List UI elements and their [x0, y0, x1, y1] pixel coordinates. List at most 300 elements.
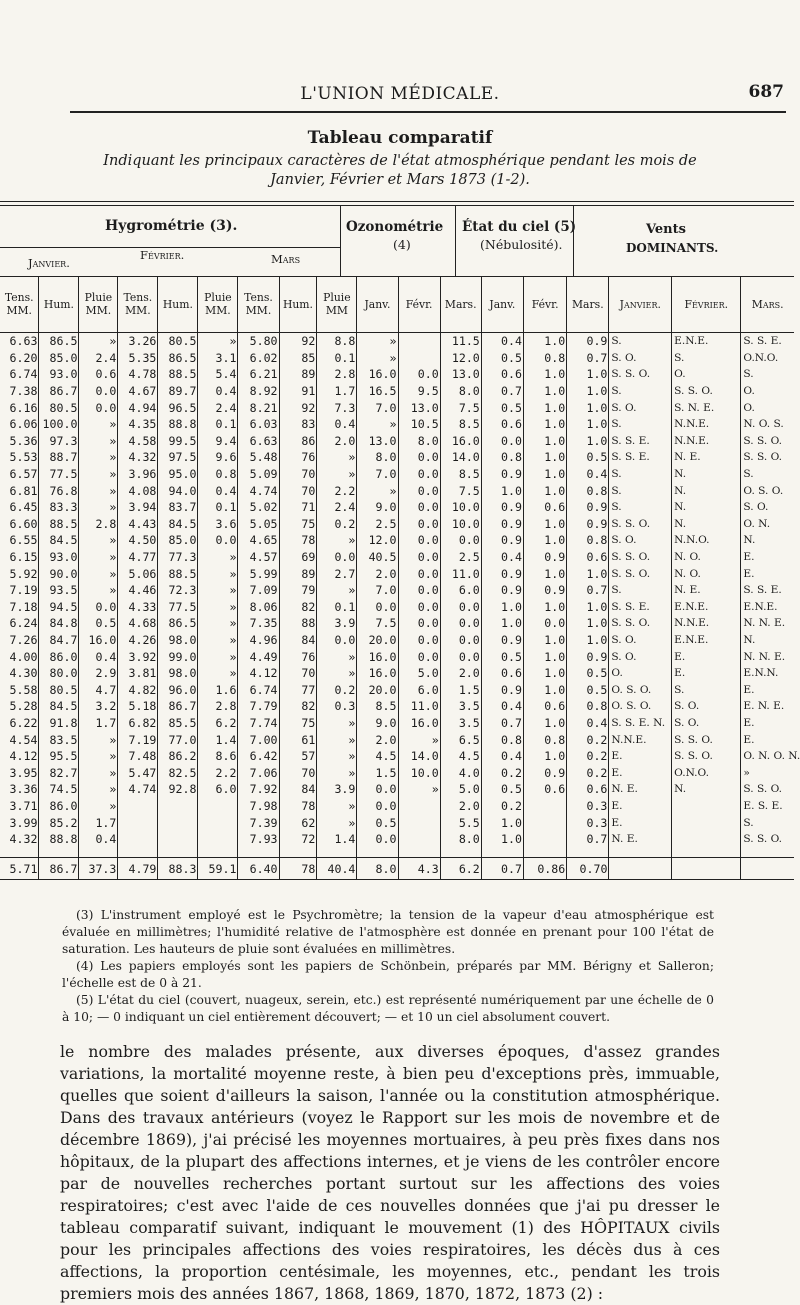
table-cell: E. [741, 549, 794, 566]
table-cell: 11.0 [398, 698, 440, 715]
table-cell: 85.5 [158, 715, 198, 732]
table-cell: 0.0 [398, 516, 440, 533]
table-cell: N. E. [609, 831, 672, 848]
spacer-cell [39, 847, 79, 858]
table-cell: 0.5 [481, 648, 523, 665]
table-cell: 70 [279, 764, 317, 781]
table-cell: O. N. O. N. [741, 748, 794, 765]
table-cell: 4.26 [118, 632, 158, 649]
table-cell: 0.0 [398, 632, 440, 649]
spacer-cell [279, 847, 317, 858]
table-cell: » [198, 565, 238, 582]
table-cell: 62 [279, 814, 317, 831]
table-cell: 88 [279, 615, 317, 632]
table-row [0, 715, 794, 732]
table-cell: 86 [279, 433, 317, 450]
table-cell: 9.5 [398, 383, 440, 400]
table-cell: 77.5 [158, 599, 198, 616]
table-cell: 0.0 [398, 449, 440, 466]
table-cell: 0.0 [523, 615, 566, 632]
table-cell: N. O. S. [741, 416, 794, 433]
table-cell: S. O. [609, 648, 672, 665]
table-cell: 0.8 [523, 350, 566, 367]
table-cell: S. N. E. [672, 399, 741, 416]
table-cell: 3.96 [118, 466, 158, 483]
table-cell: » [317, 449, 357, 466]
group-vents: Vents [646, 222, 686, 237]
table-cell: 4.5 [357, 748, 398, 765]
table-cell [672, 831, 741, 848]
table-cell: 8.5 [440, 466, 481, 483]
table-cell: 0.6 [567, 781, 609, 798]
table-cell: 2.2 [198, 764, 238, 781]
table-cell: 6.42 [238, 748, 279, 765]
table-cell: 0.5 [481, 781, 523, 798]
table-row [0, 781, 794, 798]
table-cell: 9.6 [198, 449, 238, 466]
table-cell: 0.2 [567, 764, 609, 781]
table-cell: 3.94 [118, 499, 158, 516]
table-cell: 0.1 [198, 499, 238, 516]
table-cell: 92.8 [158, 781, 198, 798]
table-cell: 6.63 [9, 334, 38, 349]
table-cell: 0.0 [398, 482, 440, 499]
table-cell: 5.58 [9, 682, 38, 697]
table-cell: 0.2 [481, 798, 523, 815]
table-cell: 6.40 [238, 858, 279, 880]
spacer-cell [238, 847, 279, 858]
table-cell: S. S. E. [741, 582, 794, 599]
table-cell: N. [672, 482, 741, 499]
table-cell: S. [609, 416, 672, 433]
table-cell: S. S. O. [741, 449, 794, 466]
table-cell: 0.0 [317, 549, 357, 566]
table-cell: 6.0 [198, 781, 238, 798]
table-cell: 1.0 [523, 466, 566, 483]
table-cell: E. [741, 681, 794, 698]
table-cell: 6.81 [9, 483, 38, 498]
table-cell: 0.0 [440, 615, 481, 632]
table-cell: 7.0 [357, 582, 398, 599]
table-cell: 13.0 [398, 399, 440, 416]
table-cell: 4.33 [118, 599, 158, 616]
table-cell: 84.5 [39, 532, 79, 549]
table-cell: 6.0 [398, 681, 440, 698]
table-cell: 0.0 [357, 781, 398, 798]
table-cell: » [357, 350, 398, 367]
table-cell: 5.36 [9, 433, 38, 448]
table-cell: 0.4 [317, 416, 357, 433]
table-cell: 9.4 [198, 433, 238, 450]
table-cell: 0.5 [567, 665, 609, 682]
table-row [0, 831, 794, 848]
table-row [0, 731, 794, 748]
table-row [0, 399, 794, 416]
table-cell: 1.0 [567, 366, 609, 383]
table-cell: 4.74 [238, 482, 279, 499]
table-cell: 84 [279, 632, 317, 649]
table-subtitle: Indiquant les principaux caractères de l'état atmosphérique pendant les mois de Janvier, Février et Mars 1873 (1-2). [103, 153, 697, 188]
body-paragraph: le nombre des malades présente, aux diverses époques, d'assez grandes variations, la mortalité moyenne reste, à bien peu d'exceptions près, immuable, quelles que soient d'ailleurs la saison, l'année ou la constitution atmosphérique. Dans des travaux antérieurs (voyez le Rapport sur les mois de novembre et de décembre 1869), j'ai précisé les moyennes mortuaires, à peu près fixes dans nos hôpitaux, de la plupart des affections internes, et je viens de les contrôler encore par de nouvelles recherches portant surtout sur les affections des voies respiratoires; c'est avec l'aide de ces nouvelles données que j'ai pu dresser le tableau comparatif suivant, indiquant le mouvement (1) des HÔPITAUX civils pour les principales affections des voies respiratoires, les décès dus à ces affections, la proportion centésimale, les moyennes, etc., pendant les trois premiers mois des années 1867, 1868, 1869, 1870, 1872, 1873 (2) : [60, 1042, 720, 1303]
table-row [0, 698, 794, 715]
table-cell: 94.5 [39, 599, 79, 616]
totals-row [0, 858, 794, 880]
table-cell: » [357, 416, 398, 433]
table-cell: S. [741, 366, 794, 383]
table-cell: N. N. E. [741, 648, 794, 665]
table-cell: 86.5 [158, 350, 198, 367]
table-row [0, 333, 794, 350]
table-cell: N. O. [672, 549, 741, 566]
table-cell: » [79, 748, 118, 765]
table-cell: 16.5 [357, 383, 398, 400]
table-cell: 8.8 [317, 333, 357, 350]
table-cell: 95.0 [158, 466, 198, 483]
table-cell: 59.1 [198, 858, 238, 880]
table-cell: E.N.E. [672, 632, 741, 649]
table-row [0, 466, 794, 483]
table-cell: 0.0 [79, 383, 118, 400]
table-cell: 7.09 [238, 582, 279, 599]
table-cell: 98.0 [158, 665, 198, 682]
table-cell: E. [609, 798, 672, 815]
table-cell: 3.9 [317, 615, 357, 632]
table-cell: » [317, 798, 357, 815]
footnote-5: (5) L'état du ciel (couvert, nuageux, serein, etc.) est représenté numériquement par une échelle de 0 à 10; — 0 indiquant un ciel entièrement découvert; — et 10 un ciel absolument couvert. [62, 993, 714, 1024]
table-cell: 0.9 [567, 516, 609, 533]
table-row [0, 350, 794, 367]
table-row [0, 681, 794, 698]
table-cell: 8.06 [238, 599, 279, 616]
table-row [0, 499, 794, 516]
table-cell [158, 831, 198, 848]
table-cell: 6.57 [9, 467, 38, 482]
table-cell: 1.0 [523, 632, 566, 649]
table-cell: 0.9 [481, 582, 523, 599]
table-cell: N.N.E. [609, 731, 672, 748]
table-cell: » [357, 482, 398, 499]
table-cell: 6.06 [9, 417, 38, 432]
table-cell: 4.67 [118, 383, 158, 400]
table-cell: » [79, 549, 118, 566]
table-cell: » [317, 582, 357, 599]
table-cell: S. S. O. [672, 748, 741, 765]
col-header: Hum. [158, 276, 198, 333]
table-cell: 1.0 [523, 565, 566, 582]
table-cell: 1.0 [567, 615, 609, 632]
table-cell: 0.8 [198, 466, 238, 483]
table-cell: 86.0 [39, 648, 79, 665]
table-cell: S. O. [609, 632, 672, 649]
table-cell: 2.4 [79, 350, 118, 367]
table-cell: 85.2 [39, 814, 79, 831]
table-cell: 75 [279, 516, 317, 533]
table-cell: 88.8 [158, 416, 198, 433]
table-cell: 5.35 [118, 350, 158, 367]
table-cell: 1.0 [567, 632, 609, 649]
table-cell: 0.0 [398, 549, 440, 566]
table-cell: 2.0 [440, 798, 481, 815]
table-row [0, 599, 794, 616]
table-cell: 1.0 [523, 416, 566, 433]
table-cell: 0.70 [567, 858, 609, 880]
table-cell: 80.5 [158, 333, 198, 350]
table-cell: 7.00 [238, 731, 279, 748]
table-cell: 1.0 [523, 449, 566, 466]
group-divider [573, 205, 574, 276]
table-cell: 2.0 [357, 565, 398, 582]
table-cell: 1.0 [481, 599, 523, 616]
table-cell: 1.0 [523, 681, 566, 698]
table-cell: 95.5 [39, 748, 79, 765]
table-cell: S. [741, 466, 794, 483]
table-cell: 2.4 [317, 499, 357, 516]
table-cell: 1.0 [523, 599, 566, 616]
table-cell: 0.8 [567, 532, 609, 549]
col-header: Janv. [357, 276, 398, 333]
table-cell: 2.5 [440, 549, 481, 566]
table-cell [741, 858, 794, 880]
footnote-4: (4) Les papiers employés sont les papiers de Schönbein, préparés par MM. Bérigny et Salleron; l'échelle est de 0 à 21. [62, 959, 714, 990]
table-cell: 7.19 [9, 583, 38, 598]
table-cell: » [357, 333, 398, 350]
table-cell: 6.74 [238, 681, 279, 698]
table-cell: 7.93 [238, 831, 279, 848]
table-cell: 4.68 [118, 615, 158, 632]
table-cell: 4.94 [118, 399, 158, 416]
running-header-title: L'UNION MÉDICALE. [300, 84, 500, 104]
table-cell: 4.08 [118, 482, 158, 499]
table-cell: 1.0 [567, 433, 609, 450]
table-cell: 7.0 [357, 399, 398, 416]
table-cell: 89.7 [158, 383, 198, 400]
table-cell: 0.6 [523, 499, 566, 516]
table-cell: 4.58 [118, 433, 158, 450]
table-cell: 1.0 [523, 516, 566, 533]
col-header: Tens. MM. [118, 276, 158, 333]
col-header: Févr. [398, 276, 440, 333]
table-cell: 0.6 [79, 366, 118, 383]
table-cell: 97.3 [39, 433, 79, 450]
table-cell: 10.0 [440, 499, 481, 516]
group-etat-sub: (Nébulosité). [480, 237, 563, 252]
table-cell: O. [741, 383, 794, 400]
table-cell: 2.5 [357, 516, 398, 533]
table-cell: 10.0 [440, 516, 481, 533]
table-cell: 3.1 [198, 350, 238, 367]
table-cell: 78 [279, 858, 317, 880]
table-cell: » [79, 449, 118, 466]
table-cell: 93.5 [39, 582, 79, 599]
table-cell: 7.3 [317, 399, 357, 416]
subgroup-mars: Mars [271, 252, 301, 266]
table-cell [523, 831, 566, 848]
table-cell: 4.7 [79, 681, 118, 698]
table-cell: 5.28 [9, 699, 38, 714]
table-cell: 16.0 [398, 715, 440, 732]
table-cell: 84 [279, 781, 317, 798]
table-cell: S. S. O. [741, 433, 794, 450]
table-cell: 82.7 [39, 764, 79, 781]
table-cell: » [79, 482, 118, 499]
table-cell: 8.5 [357, 698, 398, 715]
table-cell: S. S. E. [609, 433, 672, 450]
table-cell: N.N.E. [672, 416, 741, 433]
table-cell: 70 [279, 665, 317, 682]
table-cell: 77.3 [158, 549, 198, 566]
table-cell: 71 [279, 499, 317, 516]
table-cell: 88.5 [39, 516, 79, 533]
table-cell: 20.0 [357, 632, 398, 649]
table-cell: 92 [279, 333, 317, 350]
table-cell: E.N.E. [672, 333, 741, 350]
table-cell: 97.5 [158, 449, 198, 466]
table-cell: 61 [279, 731, 317, 748]
table-cell: 0.4 [481, 549, 523, 566]
table-cell: 6.16 [9, 400, 38, 415]
table-cell: 4.32 [118, 449, 158, 466]
table-cell: 1.0 [567, 416, 609, 433]
table-cell: 4.30 [9, 666, 38, 681]
table-cell: 7.92 [238, 781, 279, 798]
table-cell: 0.7 [481, 383, 523, 400]
table-cell: 82 [279, 698, 317, 715]
table-cell: » [317, 731, 357, 748]
table-cell: 0.0 [440, 532, 481, 549]
spacer-cell [357, 847, 398, 858]
table-cell: S. O. [609, 350, 672, 367]
table-cell: 1.0 [481, 831, 523, 848]
table-cell: 5.80 [238, 333, 279, 350]
table-cell: 84.5 [158, 516, 198, 533]
table-cell: E. [741, 731, 794, 748]
subgroup-fevrier: Février. [140, 248, 185, 262]
table-cell: 16.0 [357, 366, 398, 383]
table-cell: 3.36 [9, 782, 38, 797]
table-cell: » [79, 499, 118, 516]
table-cell: 83 [279, 416, 317, 433]
table-cell: 96.0 [158, 681, 198, 698]
table-cell: » [79, 433, 118, 450]
table-cell: 0.9 [481, 516, 523, 533]
group-etat-du-ciel: État du ciel (5) [462, 219, 577, 235]
table-cell: 0.4 [567, 466, 609, 483]
table-row [0, 516, 794, 533]
table-cell: 4.50 [118, 532, 158, 549]
table-row [0, 449, 794, 466]
table-cell: 100.0 [39, 416, 79, 433]
table-cell: » [79, 582, 118, 599]
table-cell: 0.4 [481, 698, 523, 715]
table-cell: 6.45 [9, 500, 38, 515]
table-cell: 16.0 [357, 648, 398, 665]
table-cell: 89 [279, 366, 317, 383]
table-cell: 0.4 [481, 333, 523, 350]
table-cell: 8.0 [357, 449, 398, 466]
table-row [0, 615, 794, 632]
table-cell: 0.9 [481, 681, 523, 698]
table-cell: 7.35 [238, 615, 279, 632]
table-cell: 0.0 [398, 615, 440, 632]
table-cell: E.N.E. [741, 599, 794, 616]
table-cell: 86.5 [158, 615, 198, 632]
footnotes [62, 907, 714, 1026]
table-cell: 0.5 [79, 615, 118, 632]
page-number: 687 [748, 82, 784, 102]
table-cell: 7.5 [440, 482, 481, 499]
table-cell: S. S. O. [609, 615, 672, 632]
table-cell: 76 [279, 648, 317, 665]
table-cell: O. S. O. [609, 698, 672, 715]
table-cell: 80.5 [39, 399, 79, 416]
table-cell: 3.5 [440, 698, 481, 715]
spacer-cell [317, 847, 357, 858]
table-cell: 70 [279, 466, 317, 483]
table-cell: » [741, 764, 794, 781]
table-cell: N. E. [609, 781, 672, 798]
table-cell: » [79, 466, 118, 483]
table-cell: 0.5 [481, 399, 523, 416]
table-cell: 0.9 [567, 499, 609, 516]
table-cell: S. [609, 383, 672, 400]
table-row [0, 416, 794, 433]
table-row [0, 532, 794, 549]
table-cell: 0.8 [567, 698, 609, 715]
table-cell: » [79, 333, 118, 350]
table-cell: S. S. E. [741, 333, 794, 350]
table-cell: 3.99 [9, 815, 38, 830]
table-cell: 4.43 [118, 516, 158, 533]
table-cell: 4.77 [118, 549, 158, 566]
table-cell: 1.0 [523, 482, 566, 499]
table-cell: 7.0 [357, 466, 398, 483]
table-cell [398, 333, 440, 350]
table-cell: 5.05 [238, 516, 279, 533]
table-cell: 6.5 [440, 731, 481, 748]
table-cell: 12.0 [440, 350, 481, 367]
table-cell: 8.0 [440, 383, 481, 400]
table-cell: 0.0 [357, 599, 398, 616]
table-cell [672, 798, 741, 815]
table-cell: 5.09 [238, 466, 279, 483]
table-cell: 12.0 [357, 532, 398, 549]
table-cell: 98.0 [158, 632, 198, 649]
table-cell: 1.0 [523, 648, 566, 665]
table-cell: 6.2 [198, 715, 238, 732]
spacer-cell [0, 847, 39, 858]
table-row [0, 748, 794, 765]
table-cell: E. N. E. [741, 698, 794, 715]
table-cell: 84.5 [39, 698, 79, 715]
table-cell: S. S. O. [672, 383, 741, 400]
table-cell: 86.7 [39, 858, 79, 880]
table-cell [398, 814, 440, 831]
table-cell: 88.8 [39, 831, 79, 848]
table-cell: 9.0 [357, 715, 398, 732]
table-cell: 77.0 [158, 731, 198, 748]
table-cell: N. [672, 781, 741, 798]
table-cell: 7.19 [118, 731, 158, 748]
table-cell: 7.26 [9, 632, 38, 647]
table-cell: 9.0 [357, 499, 398, 516]
table-cell: 8.0 [440, 831, 481, 848]
table-cell: 10.5 [398, 416, 440, 433]
table-cell: 85.0 [39, 350, 79, 367]
table-cell: 40.4 [317, 858, 357, 880]
table-cell: 88.5 [158, 366, 198, 383]
table-cell: 89 [279, 565, 317, 582]
table-cell: 16.0 [357, 665, 398, 682]
